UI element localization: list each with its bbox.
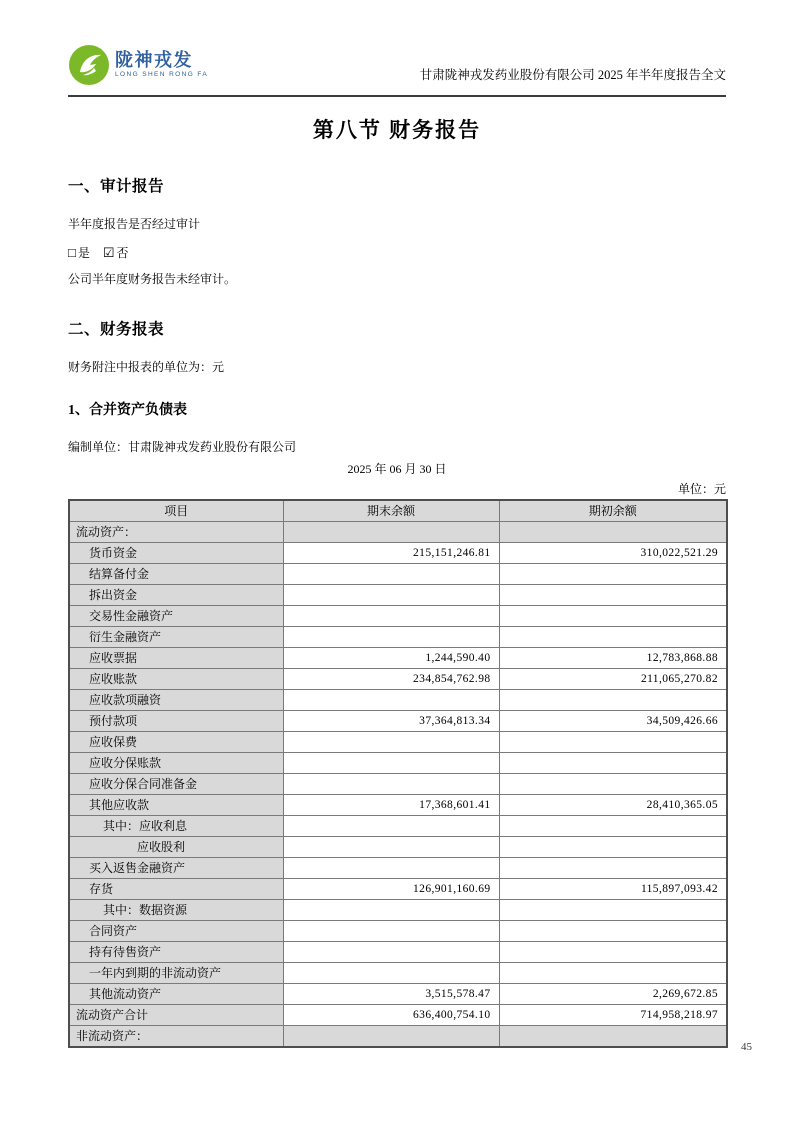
item-label-cell: 其他应收款: [69, 795, 283, 816]
table-row: [69, 1005, 727, 1026]
section-heading-statements: 二、财务报表: [68, 321, 165, 339]
prepared-by-text: 编制单位：甘肃陇神戎发药业股份有限公司: [68, 439, 297, 454]
item-label-cell: 应收款项融资: [69, 690, 283, 711]
section-heading-audit: 一、审计报告: [68, 178, 165, 195]
item-label-cell: 应收分保账款: [69, 753, 283, 774]
beginning-balance-cell: [499, 858, 727, 879]
audit-note-text: 公司半年度财务报告未经审计。: [68, 271, 237, 286]
document-header-title: 甘肃陇神戎发药业股份有限公司 2025 年半年度报告全文: [419, 68, 726, 82]
table-row: [69, 690, 727, 711]
ending-balance-cell: 126,901,160.69: [283, 879, 499, 900]
table-section-row: [69, 522, 727, 543]
checkbox-checked-icon: ☑: [102, 244, 115, 260]
option-no: [103, 246, 129, 260]
table-row: [69, 921, 727, 942]
beginning-balance-cell: [499, 606, 727, 627]
balance-sheet-body: [69, 522, 727, 1048]
audit-answer-row: [68, 244, 726, 261]
option-yes-label: 是: [77, 245, 90, 260]
item-label-cell: 流动资产：: [69, 522, 283, 543]
ending-balance-cell: [283, 690, 499, 711]
item-label-cell: 其中：应收利息: [69, 816, 283, 837]
column-header-item: 项目: [69, 500, 283, 522]
beginning-balance-cell: [499, 816, 727, 837]
table-row: [69, 627, 727, 648]
ending-balance-cell: [283, 858, 499, 879]
table-row: [69, 858, 727, 879]
item-label-cell: 结算备付金: [69, 564, 283, 585]
subsection-heading-balance-sheet: 1、合并资产负债表: [68, 402, 187, 418]
ending-balance-cell: [283, 585, 499, 606]
item-label-cell: 持有待售资产: [69, 942, 283, 963]
table-header-row: [69, 500, 727, 522]
ending-balance-cell: [283, 942, 499, 963]
ending-balance-cell: [283, 900, 499, 921]
beginning-balance-cell: [499, 585, 727, 606]
company-logo: [68, 44, 208, 86]
table-row: [69, 816, 727, 837]
item-label-cell: 拆出资金: [69, 585, 283, 606]
column-header-beginning-balance: 期初余额: [499, 500, 727, 522]
table-section-row: [69, 1026, 727, 1048]
beginning-balance-cell: 211,065,270.82: [499, 669, 727, 690]
beginning-balance-cell: 2,269,672.85: [499, 984, 727, 1005]
table-row: [69, 837, 727, 858]
ending-balance-cell: [283, 921, 499, 942]
table-row: [69, 585, 727, 606]
table-row: [69, 900, 727, 921]
page-header: [68, 0, 726, 97]
logo-en-text: LONG SHEN RONG FA: [115, 71, 209, 79]
beginning-balance-cell: 714,958,218.97: [499, 1005, 727, 1026]
ending-balance-cell: [283, 816, 499, 837]
logo-cn-text: 陇神戎发: [115, 50, 193, 71]
table-row: [69, 711, 727, 732]
ending-balance-cell: 636,400,754.10: [283, 1005, 499, 1026]
beginning-balance-cell: [499, 774, 727, 795]
ending-balance-cell: [283, 1026, 499, 1048]
item-label-cell: 应收票据: [69, 648, 283, 669]
ending-balance-cell: [283, 606, 499, 627]
column-header-ending-balance: 期末余额: [283, 500, 499, 522]
item-label-cell: 预付款项: [69, 711, 283, 732]
ending-balance-cell: 37,364,813.34: [283, 711, 499, 732]
audit-question-text: 半年度报告是否经过审计: [68, 217, 201, 231]
beginning-balance-cell: [499, 564, 727, 585]
table-row: [69, 984, 727, 1005]
beginning-balance-cell: [499, 522, 727, 543]
beginning-balance-cell: [499, 627, 727, 648]
table-row: [69, 795, 727, 816]
table-row: [69, 648, 727, 669]
balance-sheet-table: [68, 499, 728, 1048]
beginning-balance-cell: [499, 921, 727, 942]
logo-text: [115, 51, 208, 79]
beginning-balance-cell: [499, 837, 727, 858]
ending-balance-cell: [283, 522, 499, 543]
item-label-cell: 非流动资产：: [69, 1026, 283, 1048]
beginning-balance-cell: 115,897,093.42: [499, 879, 727, 900]
beginning-balance-cell: [499, 900, 727, 921]
table-row: [69, 606, 727, 627]
table-row: [69, 942, 727, 963]
ending-balance-cell: 234,854,762.98: [283, 669, 499, 690]
table-row: [69, 774, 727, 795]
table-row: [69, 543, 727, 564]
ending-balance-cell: [283, 753, 499, 774]
ending-balance-cell: [283, 627, 499, 648]
unit-label: 单位：元: [677, 482, 726, 497]
balance-sheet-head: [69, 500, 727, 522]
beginning-balance-cell: 12,783,868.88: [499, 648, 727, 669]
item-label-cell: 应收分保合同准备金: [69, 774, 283, 795]
table-row: [69, 879, 727, 900]
ending-balance-cell: 215,151,246.81: [283, 543, 499, 564]
logo-icon: [68, 44, 110, 86]
ending-balance-cell: 1,244,590.40: [283, 648, 499, 669]
item-label-cell: 其他流动资产: [69, 984, 283, 1005]
checkbox-unchecked-icon: □: [68, 244, 76, 260]
beginning-balance-cell: [499, 732, 727, 753]
item-label-cell: 买入返售金融资产: [69, 858, 283, 879]
table-row: [69, 669, 727, 690]
unit-note-text: 财务附注中报表的单位为：元: [68, 360, 225, 375]
beginning-balance-cell: [499, 1026, 727, 1048]
item-label-cell: 应收股利: [69, 837, 283, 858]
page-title: 第八节 财务报告: [312, 118, 482, 142]
beginning-balance-cell: [499, 942, 727, 963]
ending-balance-cell: [283, 963, 499, 984]
item-label-cell: 一年内到期的非流动资产: [69, 963, 283, 984]
beginning-balance-cell: [499, 690, 727, 711]
beginning-balance-cell: 28,410,365.05: [499, 795, 727, 816]
ending-balance-cell: [283, 837, 499, 858]
ending-balance-cell: [283, 732, 499, 753]
item-label-cell: 存货: [69, 879, 283, 900]
item-label-cell: 其中：数据资源: [69, 900, 283, 921]
ending-balance-cell: [283, 774, 499, 795]
option-yes: [68, 246, 90, 260]
beginning-balance-cell: 34,509,426.66: [499, 711, 727, 732]
item-label-cell: 货币资金: [69, 543, 283, 564]
item-label-cell: 应收保费: [69, 732, 283, 753]
statement-date: 2025 年 06 月 30 日: [347, 462, 447, 477]
table-row: [69, 564, 727, 585]
option-no-label: 否: [116, 245, 129, 260]
ending-balance-cell: 17,368,601.41: [283, 795, 499, 816]
table-row: [69, 732, 727, 753]
table-row: [69, 753, 727, 774]
item-label-cell: 流动资产合计: [69, 1005, 283, 1026]
beginning-balance-cell: 310,022,521.29: [499, 543, 727, 564]
ending-balance-cell: [283, 564, 499, 585]
item-label-cell: 交易性金融资产: [69, 606, 283, 627]
item-label-cell: 应收账款: [69, 669, 283, 690]
table-row: [69, 963, 727, 984]
page-number: 45: [741, 1041, 752, 1053]
item-label-cell: 合同资产: [69, 921, 283, 942]
item-label-cell: 衍生金融资产: [69, 627, 283, 648]
beginning-balance-cell: [499, 963, 727, 984]
ending-balance-cell: 3,515,578.47: [283, 984, 499, 1005]
beginning-balance-cell: [499, 753, 727, 774]
